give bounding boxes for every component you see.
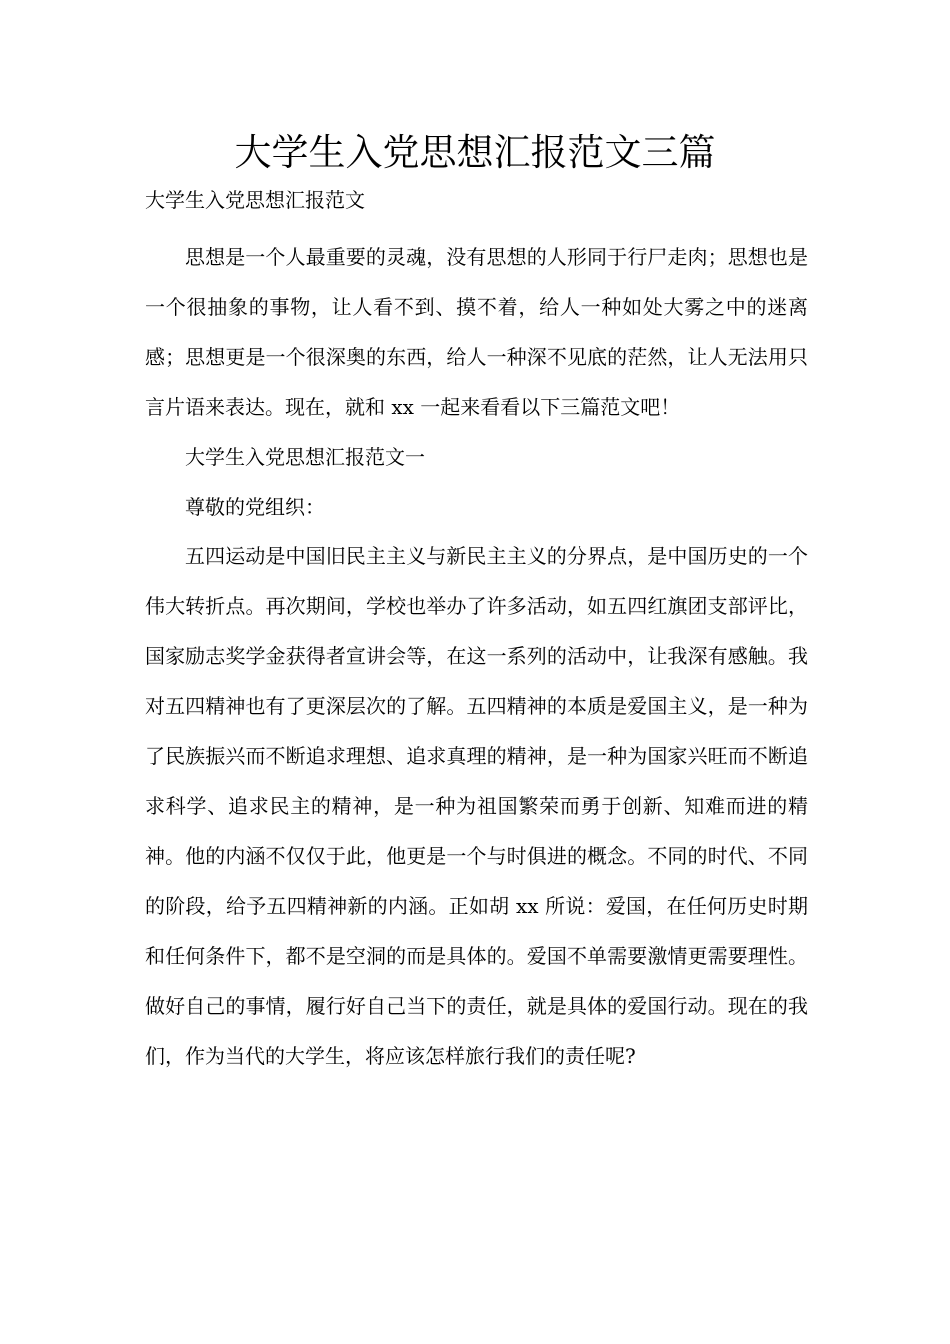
intro-paragraph: 思想是一个人最重要的灵魂，没有思想的人形同于行尸走肉；思想也是一个很抽象的事物，让人看不到、摸不着，给人一种如处大雾之中的迷离感；思想更是一个很深奥的东西，给人一种深不见底的茫然，让人无法用只言片语来表达。现在，就和 xx 一起来看看以下三篇范文吧！ [145,245,808,419]
document-body [145,233,808,1081]
salutation: 尊敬的党组织： [185,494,325,519]
section-heading: 大学生入党思想汇报范文一 [185,444,425,469]
body-paragraph: 五四运动是中国旧民主主义与新民主主义的分界点，是中国历史的一个伟大转折点。再次期间，学校也举办了许多活动，如五四红旗团支部评比，国家励志奖学金获得者宣讲会等，在这一系列的活动中，让我深有感触。我对五四精神也有了更深层次的了解。五四精神的本质是爱国主义，是一种为了民族振兴而不断追求理想、追求真理的精神，是一种为国家兴旺而不断追求科学、追求民主的精神，是一种为祖国繁荣而勇于创新、知难而进的精神。他的内涵不仅仅于此，他更是一个与时俱进的概念。不同的时代、不同的阶段，给予五四精神新的内涵。正如胡 xx 所说：爱国，在任何历史时期和任何条件下，都不是空洞的而是具体的。爱国不单需要激情更需要理性。做好自己的事情，履行好自己当下的责任，就是具体的爱国行动。现在的我们，作为当代的大学生，将应该怎样旅行我们的责任呢? [145,544,808,1068]
document-subtitle: 大学生入党思想汇报范文 [145,188,365,212]
document-title: 大学生入党思想汇报范文三篇 [234,131,716,174]
